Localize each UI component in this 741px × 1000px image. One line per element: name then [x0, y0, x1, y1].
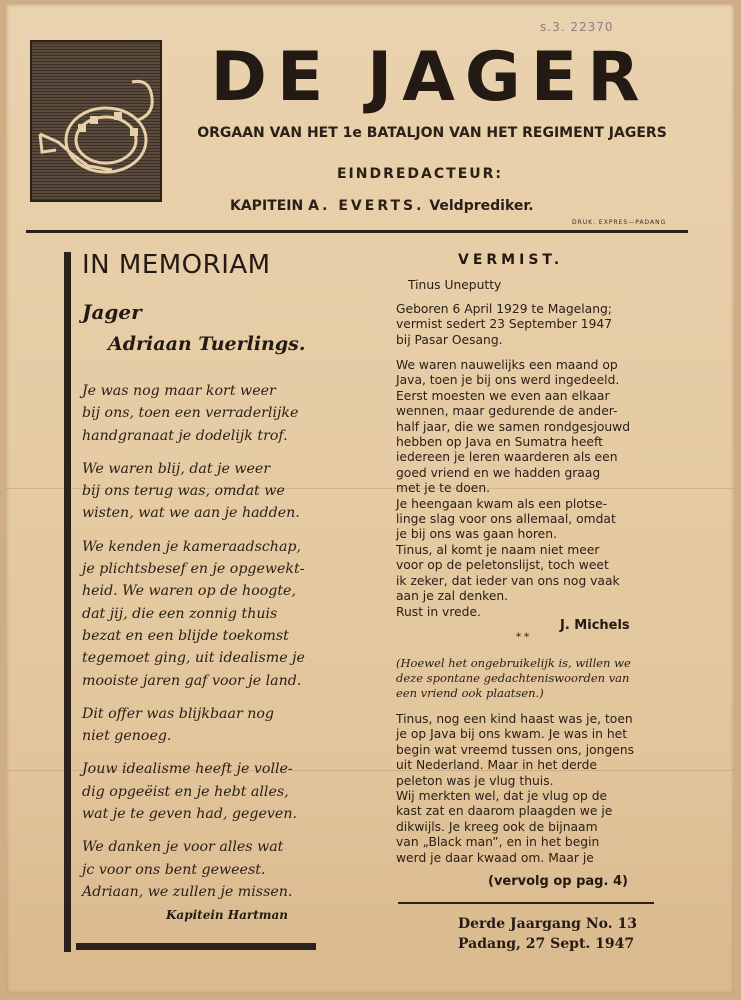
text-line: Jouw idealisme heeft je volle-: [82, 761, 293, 778]
memoriam-stanza: [82, 536, 310, 692]
hunting-horn-logo: [30, 40, 162, 202]
newspaper-title: DE JAGER: [210, 38, 650, 117]
text-line: Rust in vrede.: [396, 604, 481, 619]
text-line: niet genoeg.: [82, 728, 172, 745]
issue-volume: Derde Jaargang No. 13: [458, 916, 637, 932]
text-line: vermist sedert 23 September 1947: [396, 317, 613, 332]
vermist-name-block: [396, 278, 656, 293]
text-line: wennen, maar gedurende de ander-: [396, 404, 618, 419]
text-line: een vriend ook plaatsen.): [396, 686, 544, 700]
text-line: We waren nauwelijks een maand op: [396, 358, 618, 372]
text-line: bij ons, toen een verraderlijke: [82, 405, 299, 422]
text-line: wisten, wat we aan je hadden.: [82, 505, 300, 522]
text-line: Dit offer was blijkbaar nog: [82, 705, 275, 722]
text-line: voor op de peletonslijst, toch weet: [396, 558, 609, 573]
text-line: Java, toen je bij ons werd ingedeeld.: [396, 373, 620, 388]
text-line: hebben op Java en Sumatra heeft: [396, 435, 603, 450]
printer-credit: DRUK. EXPRES—PADANG: [572, 219, 667, 226]
memoriam-rank: Jager: [82, 300, 142, 324]
vermist-details: [396, 302, 656, 348]
text-line: bij ons terug was, omdat we: [82, 483, 285, 500]
text-line: werd je daar kwaad om. Maar je: [396, 850, 594, 865]
issue-place-date: Padang, 27 Sept. 1947: [458, 936, 635, 952]
editor-role: Veldprediker.: [429, 198, 534, 214]
memoriam-name: Adriaan Tuerlings.: [108, 333, 306, 355]
memoriam-stanza: [82, 703, 310, 748]
memoriam-text: [82, 380, 310, 914]
memoriam-border-left: [64, 252, 71, 952]
editors-note: [396, 656, 654, 701]
memoriam-border-bottom: [76, 943, 316, 950]
text-line: bezat en een blijde toekomst: [82, 627, 289, 644]
text-line: wat je te geven had, gegeven.: [82, 806, 297, 823]
text-line: dat jij, die een zonnig thuis: [82, 605, 278, 622]
masthead-rule: [26, 230, 688, 233]
text-line: jc voor ons bent geweest.: [82, 861, 266, 878]
text-line: uit Nederland. Maar in het derde: [396, 758, 597, 773]
text-line: We waren blij, dat je weer: [82, 460, 271, 477]
text-line: bij Pasar Oesang.: [396, 332, 503, 347]
text-line: Tinus, nog een kind haast was je, toen: [396, 712, 633, 726]
editor-name: A. EVERTS.: [308, 198, 425, 214]
text-line: dig opgeëist en je hebt alles,: [82, 783, 289, 800]
text-line: goed vriend en we hadden graag: [396, 465, 601, 480]
text-line: begin wat vreemd tussen ons, jongens: [396, 742, 635, 757]
text-line: peleton was je vlug thuis.: [396, 773, 554, 788]
editor-line: [230, 198, 680, 214]
text-line: met je te doen.: [396, 481, 491, 496]
memoriam-stanza: [82, 458, 310, 525]
text-line: je bij ons was gaan horen.: [396, 527, 557, 542]
text-line: kast zat en daarom plaagden we je: [396, 804, 613, 819]
text-line: We kenden je kameraadschap,: [82, 538, 301, 555]
editor-label: EINDREDACTEUR:: [336, 166, 504, 182]
text-line: (Hoewel het ongebruikelijk is, willen we: [396, 656, 631, 670]
text-line: Tinus, al komt je naam niet meer: [396, 542, 600, 557]
memoriam-stanza: [82, 836, 310, 903]
text-line: Je heengaan kwam als een plotse-: [396, 496, 608, 511]
text-line: dikwijls. Je kreeg ook de bijnaam: [396, 819, 598, 834]
text-line: tegemoet ging, uit idealisme je: [82, 650, 305, 667]
text-line: aan je zal denken.: [396, 589, 509, 604]
text-line: half jaar, die we samen rondgesjouwd: [396, 419, 631, 434]
text-line: Eerst moesten we even aan elkaar: [396, 388, 610, 403]
text-line: Geboren 6 April 1929 te Magelang;: [396, 302, 612, 316]
memoriam-stanza: [82, 758, 310, 825]
text-line: Wij merkten wel, dat je vlug op de: [396, 789, 608, 804]
text-line: We danken je voor alles wat: [82, 839, 284, 856]
text-line: Je was nog maar kort weer: [82, 383, 276, 399]
editor-rank: KAPITEIN: [230, 198, 304, 214]
text-line: je plichtsbesef en je opgewekt-: [82, 561, 305, 578]
section-separator: * *: [516, 632, 530, 643]
vermist-heading: VERMIST.: [458, 252, 564, 268]
text-line: Adriaan, we zullen je missen.: [82, 883, 293, 900]
text-line: iedereen je leren waarderen als een: [396, 450, 618, 465]
continued-note: (vervolg op pag. 4): [488, 874, 628, 889]
vermist-body-continued: [396, 712, 656, 866]
text-line: deze spontane gedachteniswoorden van: [396, 671, 630, 685]
archive-mark: s.3. 22370: [540, 20, 614, 34]
text-line: linge slag voor ons allemaal, omdat: [396, 512, 616, 527]
text-line: mooiste jaren gaf voor je land.: [82, 672, 302, 689]
newspaper-subtitle: ORGAAN VAN HET 1e BATALJON VAN HET REGIMENT JAGERS: [197, 125, 667, 141]
vermist-body: [396, 358, 656, 620]
memoriam-signature: Kapitein Hartman: [166, 908, 288, 922]
text-line: ik zeker, dat ieder van ons nog vaak: [396, 573, 620, 588]
issue-info: [458, 914, 637, 954]
vermist-name: Tinus Uneputty: [408, 278, 502, 292]
issue-rule: [398, 902, 654, 904]
text-line: van „Black man”, en in het begin: [396, 835, 600, 850]
text-line: heid. We waren op de hoogte,: [82, 583, 296, 600]
vermist-author: J. Michels: [560, 618, 630, 633]
memoriam-heading: IN MEMORIAM: [82, 250, 271, 280]
memoriam-stanza: [82, 380, 310, 447]
text-line: je op Java bij ons kwam. Je was in het: [396, 727, 628, 742]
text-line: handgranaat je dodelijk trof.: [82, 427, 288, 444]
